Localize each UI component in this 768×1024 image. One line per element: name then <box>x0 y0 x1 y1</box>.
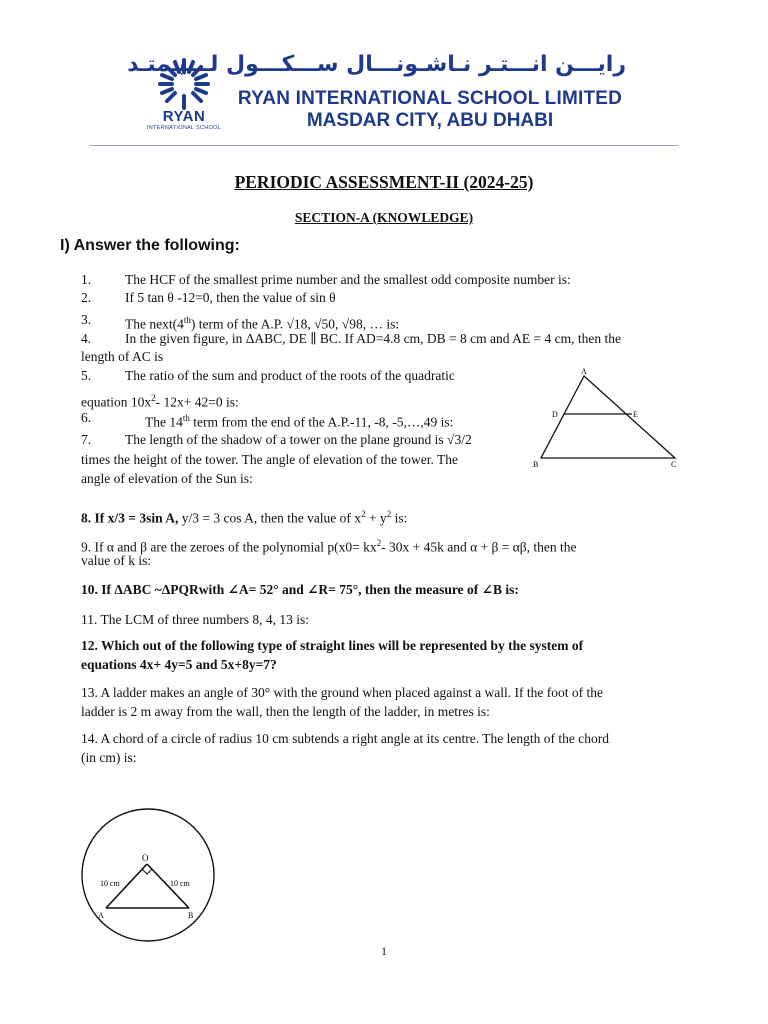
logo-wordmark: RYAN <box>162 108 206 125</box>
question-number: 7. <box>81 432 92 447</box>
question-14-cont: (in cm) is: <box>81 750 137 765</box>
question-number: 6. <box>81 410 92 425</box>
school-name: RYAN INTERNATIONAL SCHOOL LIMITED <box>237 88 623 109</box>
question-text-cont: length of AC is <box>81 349 164 364</box>
question-10: 10. If ΔABC ~ΔPQRwith ∠A= 52° and ∠R= 75°, then the measure of ∠B is: <box>81 582 519 597</box>
page-number: 1 <box>381 944 387 958</box>
vertex-label-a: A <box>581 367 587 376</box>
question-text-cont: equation $10x^2-$ 12x+ 42=0 is: <box>81 393 239 410</box>
exam-title: PERIODIC ASSESSMENT-II (2024-25) <box>234 172 534 192</box>
header-divider <box>90 145 678 146</box>
question-number: 3. <box>81 312 92 327</box>
vertex-label-d: D <box>552 410 558 419</box>
center-label-o: O <box>142 853 149 863</box>
section-title: SECTION-A (KNOWLEDGE) <box>294 210 474 225</box>
question-13-cont: ladder is 2 m away from the wall, then the length of the ladder, in metres is: <box>81 704 490 719</box>
question-12: 12. Which out of the following type of straight lines will be represented by the system of <box>81 638 584 653</box>
question-14: 14. A chord of a circle of radius 10 cm subtends a right angle at its centre. The length of the chord <box>81 731 609 746</box>
question-number: 5. <box>81 368 92 383</box>
logo-subtitle: INTERNATIONAL SCHOOL <box>146 125 222 131</box>
radius-label-left: 10 cm <box>100 879 120 888</box>
question-text: The ratio of the sum and product of the roots of the quadratic <box>125 368 455 383</box>
circle-chord-figure <box>76 806 236 946</box>
question-number: 4. <box>81 331 92 346</box>
question-9: 9. If α and β are the zeroes of the polynomial $p(x0= kx^2-$ 30x + 45k and α + β = αβ, then the <box>81 538 577 555</box>
question-text: The HCF of the smallest prime number and the smallest odd composite number is: <box>125 272 571 287</box>
question-text: The next(4th) term of the A.P. √18, √50, √98, … is: <box>125 315 400 332</box>
triangle-figure <box>528 366 688 472</box>
question-11: 11. The LCM of three numbers 8, 4, 13 is: <box>81 612 309 627</box>
question-12-cont: equations 4x+ 4y=5 and 5x+8y=7? <box>81 657 277 672</box>
school-location: MASDAR CITY, ABU DHABI <box>306 110 554 131</box>
radius-label-right: 10 cm <box>170 879 190 888</box>
vertex-label-c: C <box>671 460 677 469</box>
question-text: The length of the shadow of a tower on the plane ground is √3/2 <box>125 432 472 447</box>
question-number: 2. <box>81 290 92 305</box>
vertex-label-e: E <box>633 410 638 419</box>
question-number: 1. <box>81 272 92 287</box>
question-8: 8. If x/3 = 3sin A, y/3 = 3 cos A, then the value of $x^2 + y^2$ is: <box>81 509 408 526</box>
point-label-a: A <box>98 911 104 920</box>
question-text: In the given figure, in ΔABC, DE ∥ BC. If AD=4.8 cm, DB = 8 cm and AE = 4 cm, then the <box>125 331 621 346</box>
school-name-arabic: رايـــن انـــتـر نـاشـونـــال ســـكـــول لـــيـمتـد <box>127 52 626 77</box>
question-text: The 14th term from the end of the A.P.-11, -8, -5,…,49 is: <box>145 413 454 430</box>
instructions-heading: I) Answer the following: <box>60 237 240 254</box>
question-text: If 5 tan θ -12=0, then the value of sin θ <box>125 290 336 305</box>
question-13: 13. A ladder makes an angle of 30° with the ground when placed against a wall. If the foot of the <box>81 685 603 700</box>
question-text-cont: times the height of the tower. The angle of elevation of the tower. The <box>81 452 459 467</box>
question-9-cont: value of k is: <box>81 553 152 568</box>
question-text-cont: angle of elevation of the Sun is: <box>81 471 253 486</box>
point-label-b: B <box>188 911 194 920</box>
vertex-label-b: B <box>533 460 539 469</box>
